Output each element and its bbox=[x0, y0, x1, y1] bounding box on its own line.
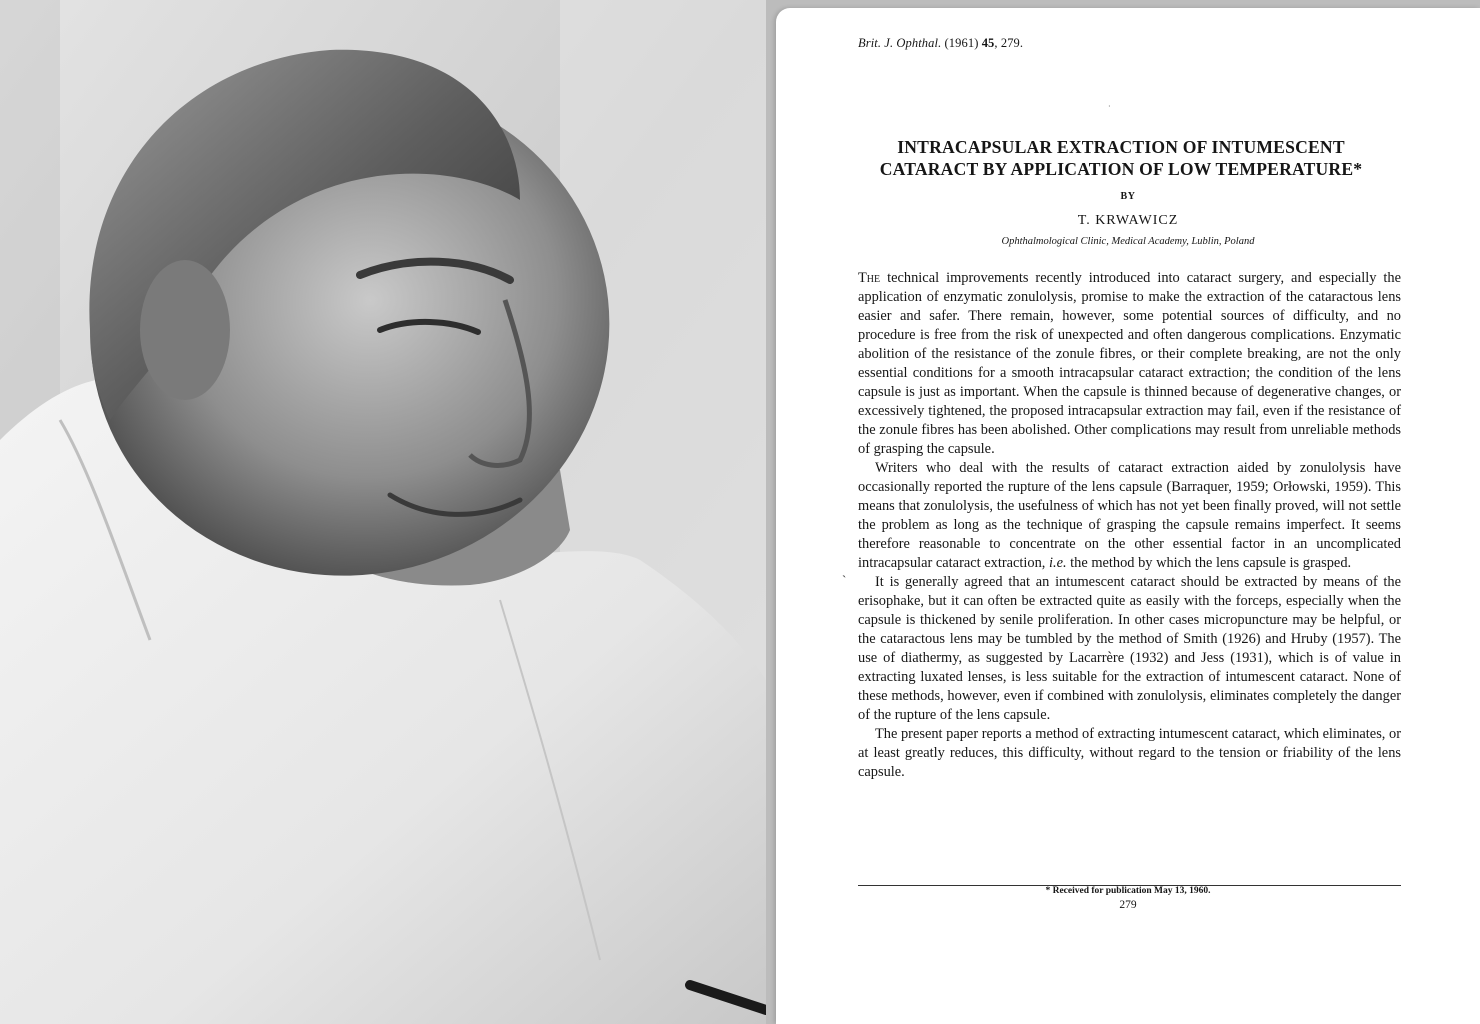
footnote: * Received for publication May 13, 1960. bbox=[1045, 886, 1211, 896]
paragraph-3: It is generally agreed that an intumescent cataract should be extracted by means of the erisophake, but it can often be extracted quite as easily with the forceps, especially when the capsule is thickened by senile proliferation. In other cases micropuncture may be helpful, or the cataractous lens may be tumbled by the method of Smith (1926) and Hruby (1957). The use of diathermy, as suggested by Lacarrère (1932) and Jess (1931), which is of value in extracting luxated lenses, is less suitable for the extraction of intumescent cataract. None of these methods, however, even if combined with zonulolysis, eliminates completely the danger of the rupture of the lens capsule. bbox=[858, 574, 1401, 723]
citation-page: , 279. bbox=[994, 36, 1024, 50]
paragraph-1-lead: The bbox=[858, 270, 881, 286]
paragraph-1 bbox=[858, 269, 1401, 459]
citation-journal: Brit. J. Ophthal. bbox=[858, 36, 942, 50]
byline: BY bbox=[1120, 191, 1136, 202]
paragraph-2 bbox=[858, 459, 1401, 573]
paragraph-2-text-b: the method by which the lens capsule is grasped. bbox=[1066, 555, 1352, 571]
title-line-1: INTRACAPSULAR EXTRACTION OF INTUMESCENT bbox=[897, 137, 1345, 157]
paragraph-1-text: technical improvements recently introduced into cataract surgery, and especially the application of enzymatic zonulolysis, promise to make the extraction of the cataractous lens easier and safer. There remain, however, some potential sources of difficulty, and no procedure is free from the risk of unexpected and often dangerous complications. Enzymatic abolition of the resistance of the zonule fibres, or their complete breaking, are not the only essential conditions for a smooth intracapsular cataract extraction; the condition of the lens capsule is just as important. When the capsule is thinned because of degenerative changes, or excessively tightened, the proposed intracapsular extraction may fail, even if the resistance of the zonule fibres has been abolished. Other complications may result from unreliable methods of grasping the capsule. bbox=[858, 270, 1401, 457]
paragraph-2-ie: i.e. bbox=[1048, 555, 1067, 571]
citation-volume: 45 bbox=[981, 36, 995, 50]
article-body bbox=[858, 269, 1401, 782]
journal-citation bbox=[858, 36, 1023, 51]
paragraph-4: The present paper reports a method of extracting intumescent cataract, which eliminates, or at least greatly reduces, this difficulty, without regard to the tension or friability of the lens capsule. bbox=[858, 726, 1401, 780]
margin-mark: ˏ bbox=[842, 563, 847, 578]
article-title bbox=[836, 136, 1406, 180]
article-page bbox=[776, 8, 1480, 1024]
title-line-2: CATARACT BY APPLICATION OF LOW TEMPERATURE* bbox=[879, 159, 1363, 179]
paragraph-2-text-a: Writers who deal with the results of cataract extraction aided by zonulolysis have occasionally reported the rupture of the lens capsule (Barraquer, 1959; Orłowski, 1959). This means that zonulolysis, the usefulness of which has not yet been finally proved, will not settle the problem as long as the technique of grasping the capsule remains imperfect. It seems therefore reasonable to concentrate on the other essential factor in an uncomplicated intracapsular cataract extraction, bbox=[858, 460, 1401, 571]
author-affiliation: Ophthalmological Clinic, Medical Academy, Lublin, Poland bbox=[1001, 236, 1255, 247]
citation-year: (1961) bbox=[944, 36, 979, 50]
author-name: T. KRWAWICZ bbox=[1077, 213, 1179, 228]
stray-mark: · bbox=[1108, 102, 1111, 111]
page-number: 279 bbox=[1119, 899, 1137, 911]
